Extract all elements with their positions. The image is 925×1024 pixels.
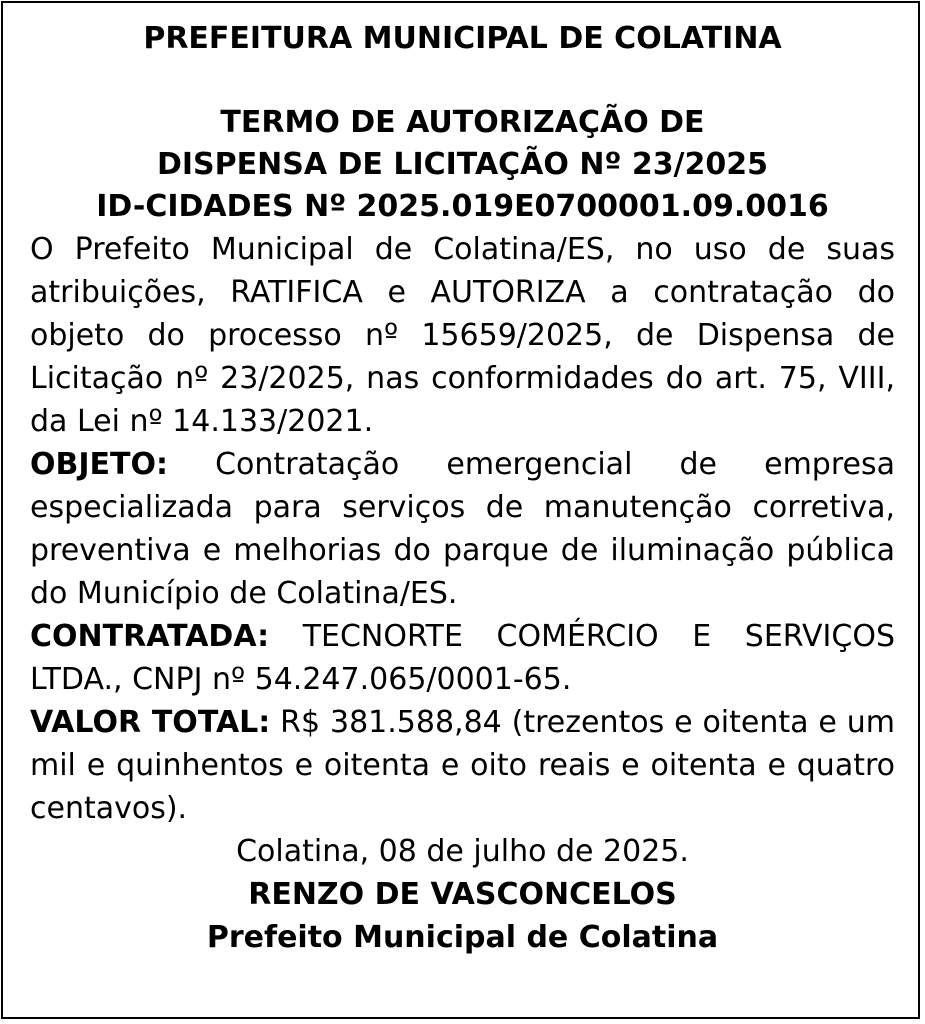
document-body — [30, 18, 895, 959]
valor-text: R$ 381.588,84 (trezentos e oitenta e um mil e quinhentos e oitenta e oito reais e oitenta e quatro centavos). — [30, 705, 895, 826]
signer-name: RENZO DE VASCONCELOS — [248, 877, 677, 912]
objeto-label: OBJETO: — [30, 447, 168, 482]
objeto-text: Contratação emergencial de empresa especializada para serviços de manutenção corretiva, preventiva e melhorias do parque de iluminação pública do Município de Colatina/ES. — [30, 447, 895, 611]
term-title-line1: TERMO DE AUTORIZAÇÃO DE — [220, 105, 705, 140]
intro-paragraph: O Prefeito Municipal de Colatina/ES, no uso de suas atribuições, RATIFICA e AUTORIZA a contratação do objeto do processo nº 15659/2025, de Dispensa de Licitação nº 23/2025, nas conformidades do art. 75, VIII, da Lei nº 14.133/2021. — [30, 232, 895, 439]
valor-paragraph — [30, 701, 895, 830]
title-spacer — [30, 60, 895, 102]
contratada-text: TECNORTE COMÉRCIO E SERVIÇOS LTDA., CNPJ nº 54.247.065/0001-65. — [30, 619, 895, 697]
place-date: Colatina, 08 de julho de 2025. — [236, 834, 689, 869]
signer-role: Prefeito Municipal de Colatina — [206, 920, 719, 955]
valor-label: VALOR TOTAL: — [30, 705, 271, 740]
contratada-label: CONTRATADA: — [30, 619, 270, 654]
contratada-paragraph — [30, 615, 895, 701]
organization-title: PREFEITURA MUNICIPAL DE COLATINA — [143, 21, 782, 56]
objeto-paragraph — [30, 443, 895, 615]
id-cidades-line: ID-CIDADES Nº 2025.019E0700001.09.0016 — [96, 189, 829, 224]
term-title-line2: DISPENSA DE LICITAÇÃO Nº 23/2025 — [156, 147, 769, 182]
